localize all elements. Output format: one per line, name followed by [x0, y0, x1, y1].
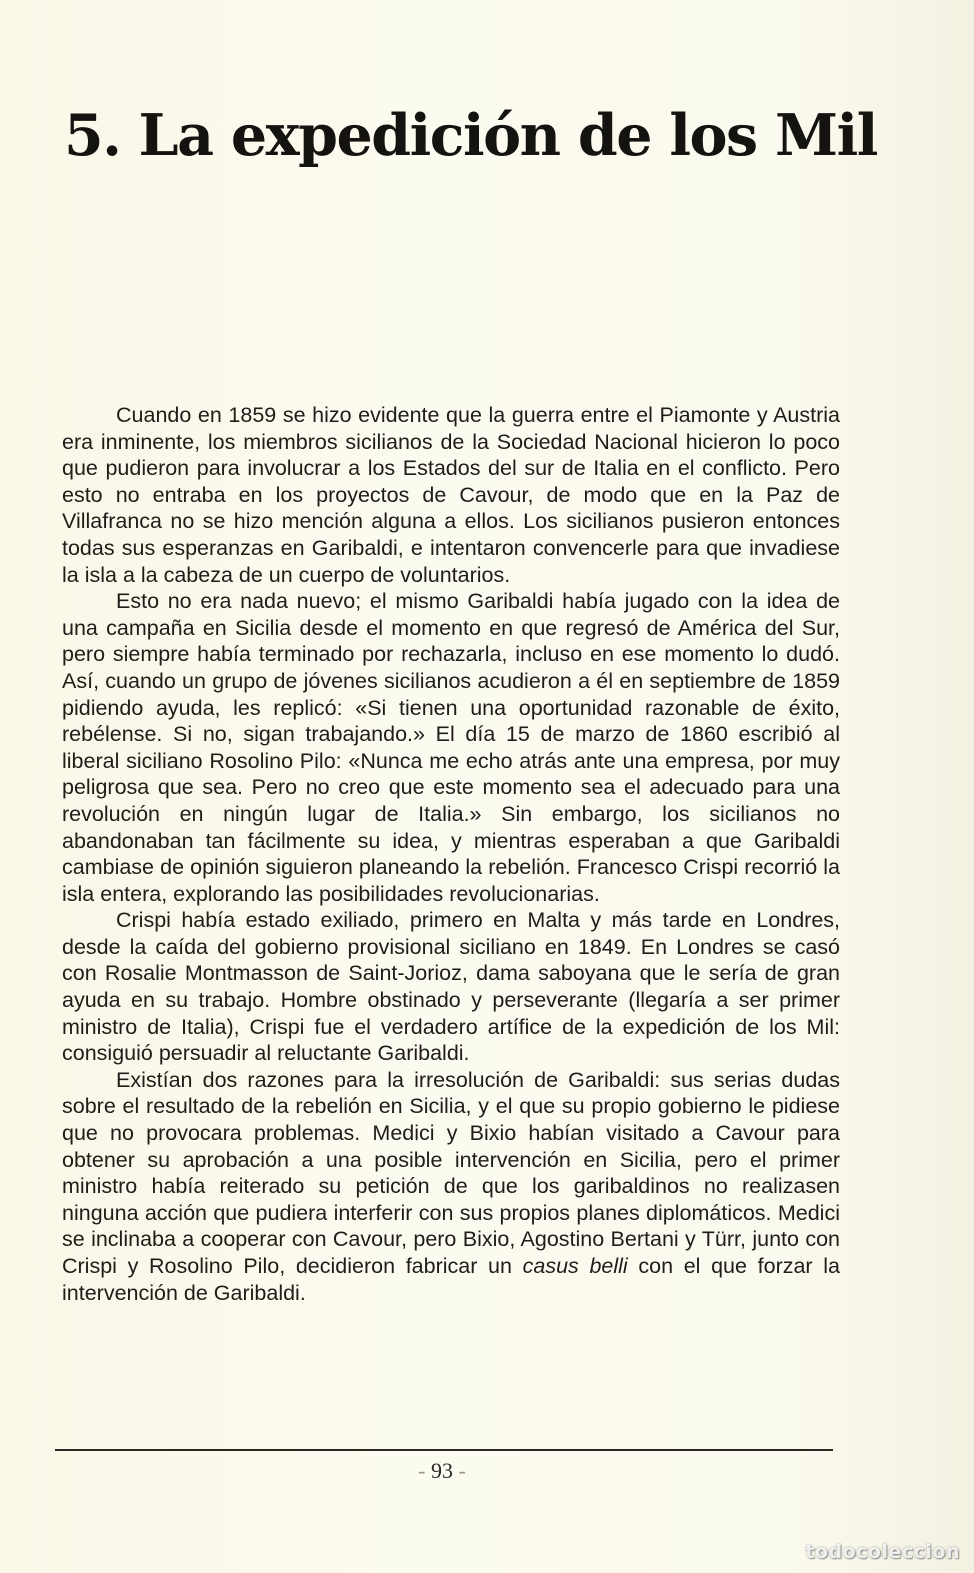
page-number-dash-left: -	[418, 1458, 431, 1483]
paragraph-text: con el que forzar la intervención de Garibaldi.	[62, 1254, 840, 1305]
paragraph-text: Esto no era nada nuevo; el mismo Garibaldi había jugado con la idea de una campaña en Sicilia desde el momento en que regresó de América del Sur, pero siempre había terminado por rechazarla, incluso en ese momento lo dudó. Así, cuando un grupo de jóvenes sicilianos acudieron a él en septiembre de 1859 pidiendo ayuda, les replicó: «Si tienen una oportunidad razonable de éxito, rebélense. Si no, sigan trabajando.» El día 15 de marzo de 1860 escribió al liberal siciliano Rosolino Pilo: «Nunca me echo atrás ante una empresa, por muy peligrosa que sea. Pero no creo que este momento sea el adecuado para una revolución en ningún lugar de Italia.» Sin embargo, los sicilianos no abandonaban tan fácilmente su idea, y mientras esperaban a que Garibaldi cambiase de opinión siguieron planeando la rebelión. Francesco Crispi recorrió la isla entera, explorando las posibilidades revolucionarias.	[62, 589, 840, 906]
watermark: todocoleccion	[805, 1541, 960, 1563]
italic-phrase: casus belli	[522, 1254, 628, 1278]
page-number-value: 93	[431, 1458, 453, 1483]
paragraph-3	[62, 907, 840, 1067]
page-number-dash-right: -	[453, 1458, 466, 1483]
paragraph-1	[62, 402, 840, 588]
paragraph-4	[62, 1067, 840, 1306]
paragraph-text: Cuando en 1859 se hizo evidente que la guerra entre el Piamonte y Austria era inminente, los miembros sicilianos de la Sociedad Nacional hicieron lo poco que pudieron para involucrar a los Estados del sur de Italia en el conflicto. Pero esto no entraba en los proyectos de Cavour, de modo que en la Paz de Villafranca no se hizo mención alguna a ellos. Los sicilianos pusieron entonces todas sus esperanzas en Garibaldi, e intentaron convencerle para que invadiese la isla a la cabeza de un cuerpo de voluntarios.	[62, 403, 840, 587]
body-text	[62, 402, 840, 1306]
footer-rule	[55, 1449, 833, 1451]
chapter-title-text: La expedición de los Mil	[138, 102, 877, 169]
chapter-title	[64, 96, 877, 176]
paragraph-text: Existían dos razones para la irresolución de Garibaldi: sus serias dudas sobre el resultado de la rebelión en Sicilia, y el que su propio gobierno le pidiese que no provocara problemas. Medici y Bixio habían visitado a Cavour para obtener su aprobación a una posible intervención en Sicilia, pero el primer ministro había reiterado su petición de que los garibaldinos no realizasen ninguna acción que pudiera interferir con sus propios planes diplomáticos. Medici se inclinaba a cooperar con Cavour, pero Bixio, Agostino Bertani y Türr, junto con Crispi y Rosolino Pilo, decidieron fabricar un	[62, 1067, 840, 1278]
chapter-number: 5.	[64, 102, 121, 169]
paragraph-text: Crispi había estado exiliado, primero en Malta y más tarde en Londres, desde la caída del gobierno provisional siciliano en 1849. En Londres se casó con Rosalie Montmasson de Saint-Jorioz, dama saboyana que le sería de gran ayuda en su trabajo. Hombre obstinado y perseverante (llegaría a ser primer ministro de Italia), Crispi fue el verdadero artífice de la expedición de los Mil: consiguió persuadir al reluctante Garibaldi.	[62, 908, 840, 1066]
paragraph-2	[62, 588, 840, 907]
page-number	[0, 1458, 884, 1484]
